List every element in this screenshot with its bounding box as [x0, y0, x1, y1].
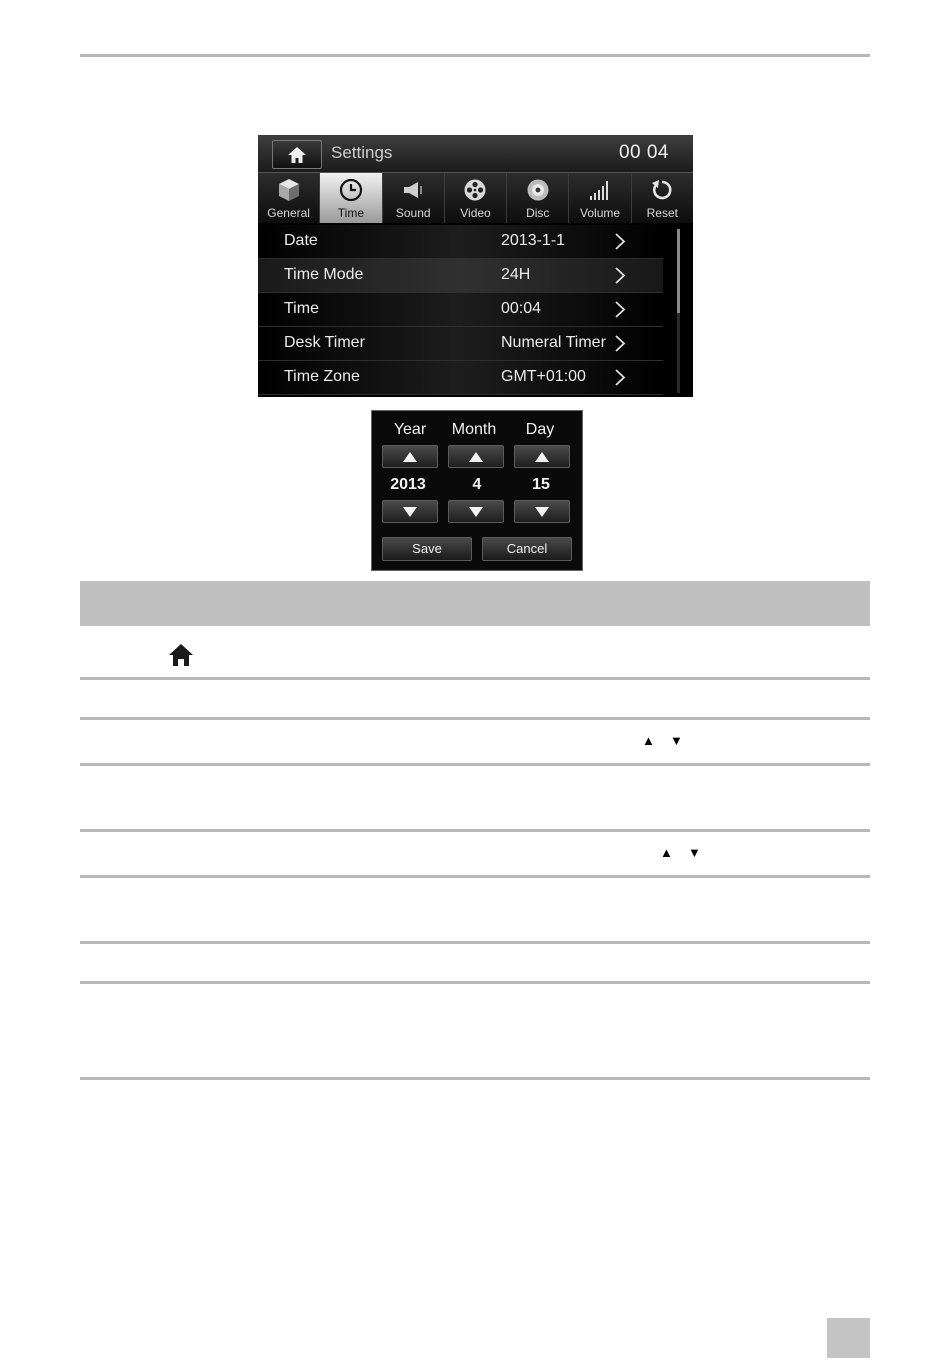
reset-arrow-icon [649, 177, 675, 203]
month-down-button[interactable] [448, 500, 504, 523]
table-divider [80, 981, 870, 984]
triangle-up-icon [468, 451, 484, 463]
screen-title: Settings [331, 143, 393, 162]
tab-disc[interactable] [507, 173, 569, 223]
chevron-right-icon [614, 301, 626, 318]
tab-sound[interactable] [383, 173, 445, 223]
day-up-button[interactable] [514, 445, 570, 468]
tab-label: Sound [395, 206, 431, 220]
clock-display: 00 04 [618, 142, 669, 163]
month-heading: Month [451, 421, 497, 438]
day-heading: Day [525, 421, 555, 438]
table-divider [80, 763, 870, 766]
month-value: 4 [472, 476, 482, 493]
tab-label: Video [460, 206, 491, 220]
save-button[interactable]: Save [382, 537, 472, 561]
year-up-button[interactable] [382, 445, 438, 468]
tab-video[interactable] [445, 173, 507, 223]
settings-screen [258, 135, 693, 397]
tab-label: Time [337, 206, 365, 220]
triangle-down-icon [468, 506, 484, 518]
table-divider [80, 875, 870, 878]
row-label: Time Zone [284, 368, 360, 385]
list-item-time[interactable] [258, 293, 663, 327]
row-value: GMT+01:00 [501, 368, 586, 385]
tab-label: Reset [646, 206, 678, 220]
clock-icon [338, 177, 364, 203]
cancel-button[interactable]: Cancel [482, 537, 572, 561]
home-icon [287, 146, 307, 164]
row-label: Time [284, 300, 319, 317]
chevron-right-icon [614, 335, 626, 352]
title-bar [258, 135, 693, 173]
year-down-button[interactable] [382, 500, 438, 523]
day-down-button[interactable] [514, 500, 570, 523]
row-label: Time Mode [284, 266, 364, 283]
tab-general[interactable] [258, 173, 320, 223]
table-divider [80, 717, 870, 720]
row-value: 2013-1-1 [501, 232, 566, 249]
chevron-right-icon [614, 369, 626, 386]
down-arrow-glyph: ▼ [688, 845, 701, 860]
film-reel-icon [462, 177, 488, 203]
triangle-down-icon [534, 506, 550, 518]
list-item-time-mode[interactable] [258, 259, 663, 293]
up-arrow-glyph: ▲ [660, 845, 673, 860]
table-header-band [80, 581, 870, 626]
list-item-date[interactable] [258, 225, 663, 259]
tab-label: Volume [580, 206, 621, 220]
date-picker-dialog [371, 410, 583, 571]
table-divider [80, 677, 870, 680]
table-divider [80, 1077, 870, 1080]
tab-time[interactable] [320, 173, 382, 223]
tab-reset[interactable] [632, 173, 693, 223]
row-value: 00:04 [501, 300, 542, 317]
row-value: Numeral Timer [501, 334, 606, 351]
disc-icon [525, 177, 551, 203]
row-label: Desk Timer [284, 334, 365, 351]
year-value: 2013 [390, 476, 426, 493]
tab-label: General [267, 206, 310, 220]
row-label: Date [284, 232, 318, 249]
table-divider [80, 941, 870, 944]
speaker-icon [400, 177, 426, 203]
triangle-up-icon [402, 451, 418, 463]
month-up-button[interactable] [448, 445, 504, 468]
list-item-desk-timer[interactable] [258, 327, 663, 361]
tab-label: Disc [526, 206, 550, 220]
row-value: 24H [501, 266, 531, 283]
chevron-right-icon [614, 233, 626, 250]
tab-bar [258, 173, 693, 223]
page-number-box [827, 1318, 870, 1358]
cube-icon [276, 177, 302, 203]
up-arrow-glyph: ▲ [642, 733, 655, 748]
home-icon [168, 642, 194, 668]
year-heading: Year [393, 421, 427, 438]
day-value: 15 [532, 476, 550, 493]
scrollbar-thumb[interactable] [677, 229, 680, 313]
triangle-down-icon [402, 506, 418, 518]
home-button[interactable] [272, 140, 322, 169]
table-divider [80, 829, 870, 832]
tab-volume[interactable] [569, 173, 631, 223]
chevron-right-icon [614, 267, 626, 284]
settings-list [258, 225, 663, 397]
volume-bars-icon [587, 177, 613, 203]
triangle-up-icon [534, 451, 550, 463]
top-divider [80, 54, 870, 57]
list-item-time-zone[interactable] [258, 361, 663, 395]
down-arrow-glyph: ▼ [670, 733, 683, 748]
